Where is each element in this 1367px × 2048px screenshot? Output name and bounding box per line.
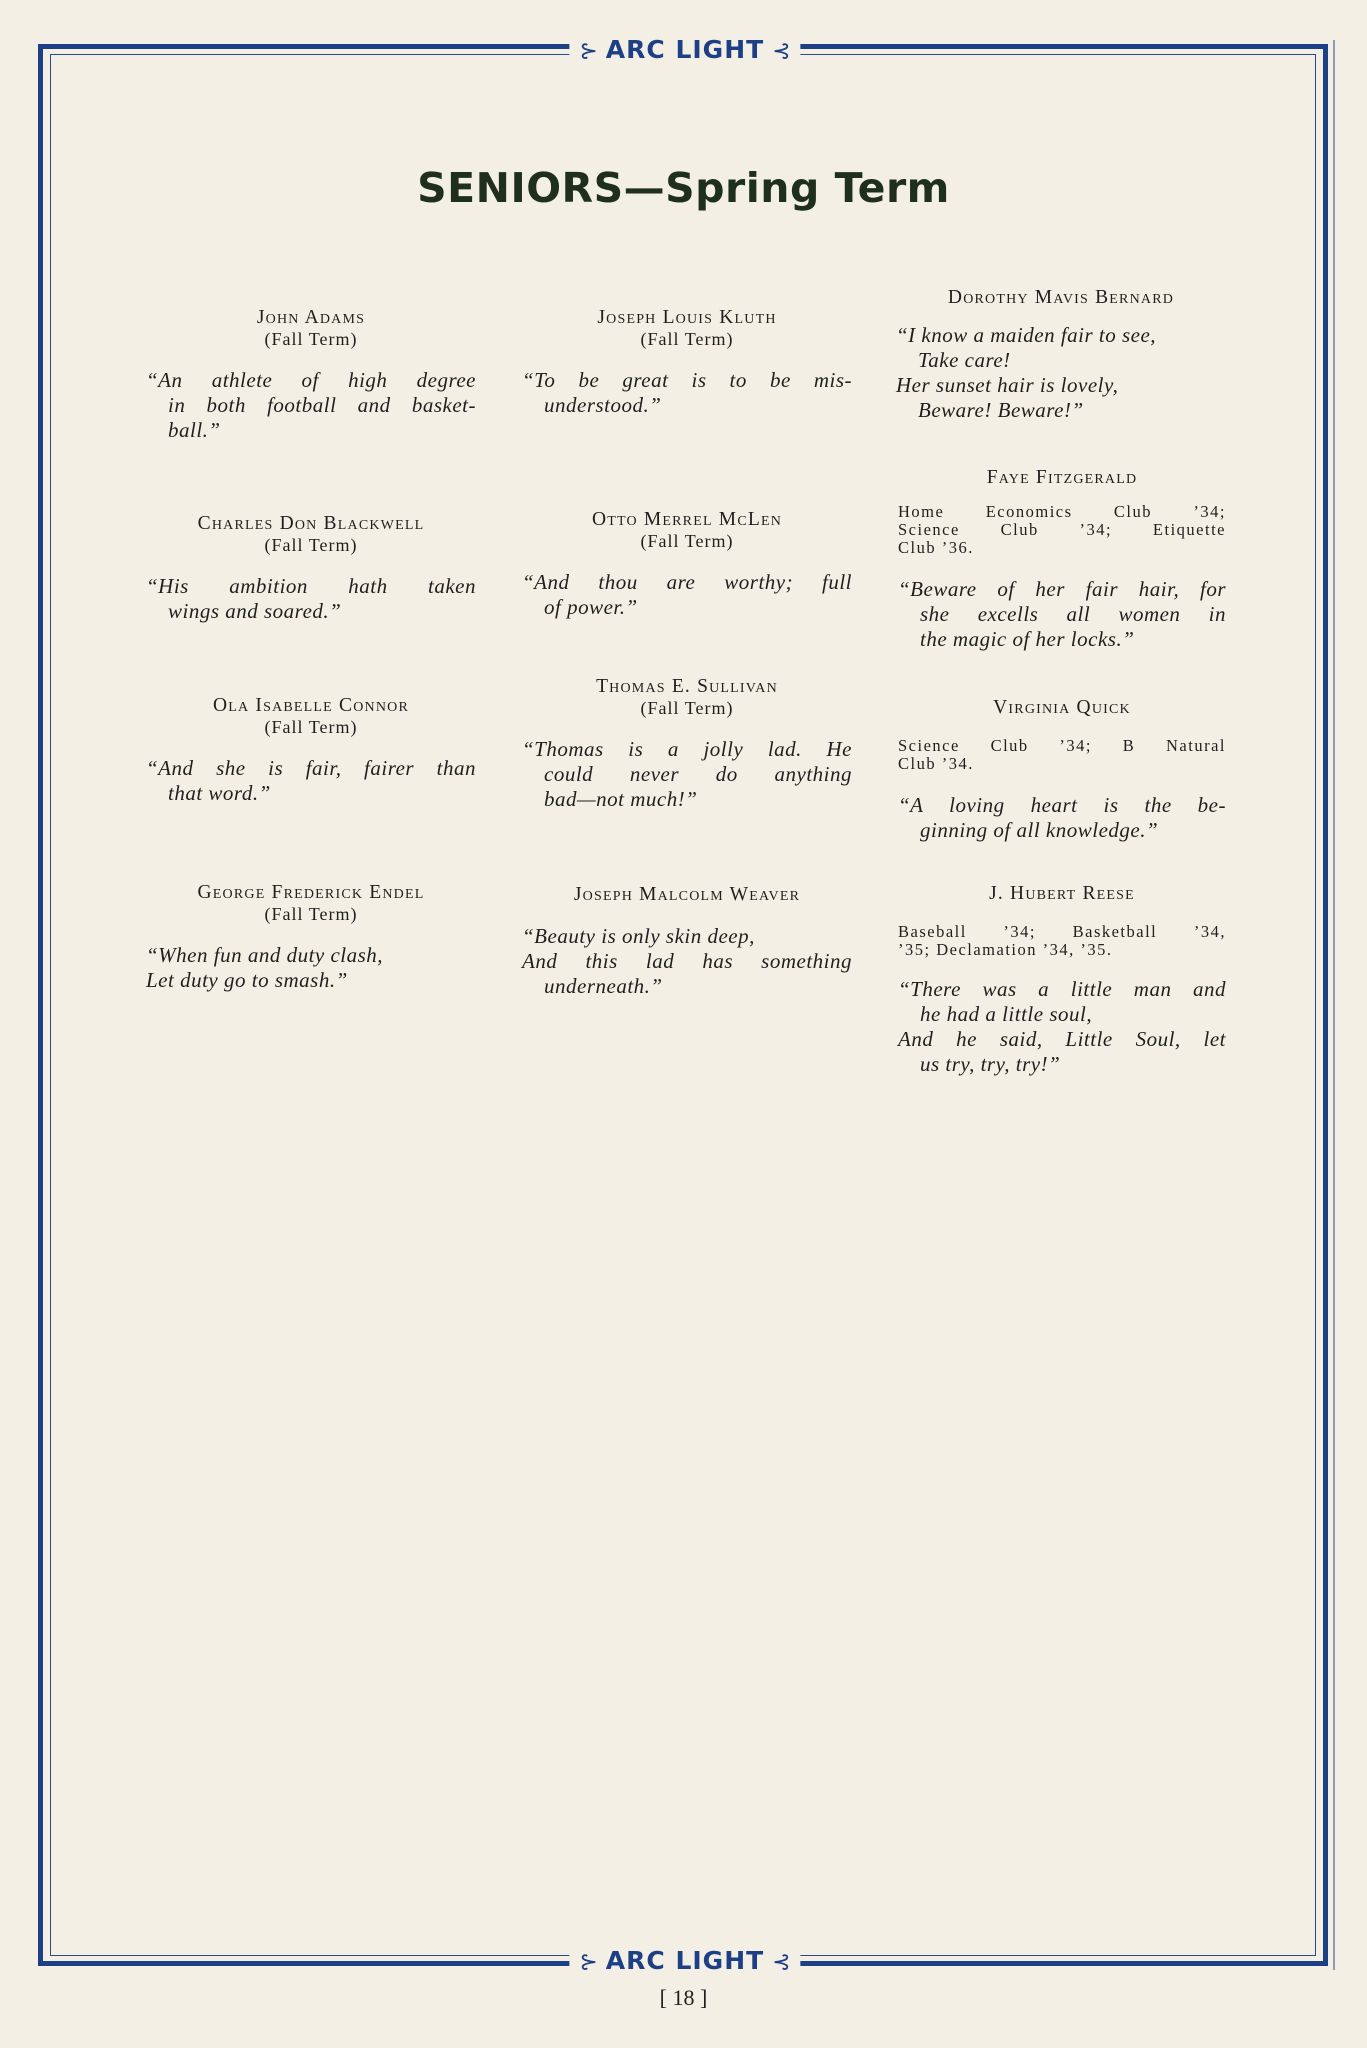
quote-line: in both football and basket- — [168, 393, 476, 417]
activities-line: Science Club ’34; B Natural — [898, 736, 1226, 755]
activities-line: Baseball ’34; Basketball ’34, — [898, 922, 1226, 941]
senior-quote — [896, 323, 1226, 423]
quote-line: Let duty go to smash.” — [146, 968, 348, 992]
quote-line: bad—not much!” — [544, 787, 698, 811]
quote-line: could never do anything — [544, 762, 852, 786]
quote-line: she excells all women in — [920, 602, 1226, 626]
quote-line: “And she is fair, fairer than — [146, 756, 476, 780]
running-header-title: ARC LIGHT — [605, 35, 765, 64]
quote-line: “Beware of her fair hair, for — [898, 577, 1226, 601]
senior-quote — [898, 577, 1226, 652]
senior-quote — [146, 368, 476, 443]
senior-activities — [898, 923, 1226, 959]
senior-name: J. Hubert Reese — [989, 883, 1135, 904]
senior-entry — [898, 883, 1226, 1077]
senior-name: John Adams — [256, 307, 366, 328]
senior-entry — [146, 307, 476, 443]
senior-entry — [522, 509, 852, 620]
quote-line: “Thomas is a jolly lad. He — [522, 737, 852, 761]
quote-line: Beware! Beware!” — [918, 398, 1084, 422]
senior-quote — [522, 368, 852, 418]
senior-name: Joseph Malcolm Weaver — [573, 884, 801, 905]
activities-line: ’35; Declamation ’34, ’35. — [898, 940, 1113, 959]
quote-line: “When fun and duty clash, — [146, 943, 384, 967]
quote-line: the magic of her locks.” — [920, 627, 1135, 651]
page-number: [ 18 ] — [659, 1985, 708, 2010]
quote-line: us try, try, try!” — [920, 1052, 1061, 1076]
senior-quote — [522, 570, 852, 620]
senior-quote — [522, 737, 852, 812]
quote-line: And he said, Little Soul, let — [898, 1027, 1226, 1051]
senior-term: (Fall Term) — [640, 329, 734, 349]
bottom-running-footer — [30, 1941, 1340, 1981]
senior-term: (Fall Term) — [264, 717, 358, 737]
senior-term: (Fall Term) — [264, 904, 358, 924]
senior-activities — [898, 503, 1226, 557]
running-footer-caption — [569, 1941, 800, 1981]
activities-line: Club ’34. — [898, 754, 974, 773]
quote-line: underneath.” — [544, 974, 663, 998]
senior-name: Charles Don Blackwell — [197, 513, 425, 534]
activities-line: Science Club ’34; Etiquette — [898, 520, 1226, 539]
running-header-caption — [569, 30, 800, 70]
quote-line: “Beauty is only skin deep, — [522, 924, 755, 948]
senior-name: Ola Isabelle Connor — [212, 695, 409, 716]
senior-name: Joseph Louis Kluth — [597, 307, 777, 328]
senior-entry — [146, 882, 476, 993]
senior-name: Thomas E. Sullivan — [596, 676, 778, 697]
quote-line: “A loving heart is the be- — [898, 793, 1226, 817]
top-running-header — [30, 30, 1340, 70]
senior-quote — [146, 756, 476, 806]
page-title: SENIORS—Spring Term — [417, 164, 950, 212]
senior-term: (Fall Term) — [264, 329, 358, 349]
quote-line: of power.” — [544, 595, 638, 619]
senior-term: (Fall Term) — [640, 531, 734, 551]
senior-name: Otto Merrel McLen — [591, 509, 783, 530]
quote-line: ginning of all knowledge.” — [920, 818, 1159, 842]
senior-entry — [898, 467, 1226, 652]
quote-line: “To be great is to be mis- — [522, 368, 852, 392]
senior-name: Faye Fitzgerald — [986, 467, 1138, 488]
senior-entry — [146, 695, 476, 806]
senior-name: Dorothy Mavis Bernard — [947, 287, 1175, 308]
ornament-left-icon: ⊱ — [579, 1950, 598, 1975]
quote-line: Her sunset hair is lovely, — [896, 373, 1119, 397]
senior-entry — [146, 513, 476, 624]
senior-entry — [522, 884, 852, 999]
quote-line: he had a little soul, — [920, 1002, 1093, 1026]
senior-quote — [146, 574, 476, 624]
quote-line: “His ambition hath taken — [146, 574, 476, 598]
senior-quote — [146, 943, 476, 993]
activities-line: Home Economics Club ’34; — [898, 502, 1226, 521]
senior-quote — [522, 924, 852, 999]
senior-quote — [898, 977, 1226, 1077]
quote-line: wings and soared.” — [168, 599, 342, 623]
senior-entry — [896, 287, 1226, 423]
quote-line: “And thou are worthy; full — [522, 570, 852, 594]
senior-activities — [898, 737, 1226, 773]
quote-line: “There was a little man and — [898, 977, 1226, 1001]
quote-line: understood.” — [544, 393, 662, 417]
quote-line: ball.” — [168, 418, 221, 442]
senior-term: (Fall Term) — [264, 535, 358, 555]
senior-name: Virginia Quick — [993, 697, 1131, 718]
quote-line: “I know a maiden fair to see, — [896, 323, 1157, 347]
senior-quote — [898, 793, 1226, 843]
quote-line: Take care! — [918, 348, 1011, 372]
right-edge-rule — [1333, 40, 1335, 1970]
running-footer-title: ARC LIGHT — [605, 1946, 765, 1975]
senior-entry — [898, 697, 1226, 843]
activities-line: Club ’36. — [898, 538, 974, 557]
senior-entry — [522, 307, 852, 418]
senior-entry — [522, 676, 852, 812]
ornament-left-icon: ⊱ — [579, 39, 598, 64]
senior-term: (Fall Term) — [640, 698, 734, 718]
quote-line: “An athlete of high degree — [146, 368, 476, 392]
quote-line: that word.” — [168, 781, 271, 805]
senior-name: George Frederick Endel — [197, 882, 425, 903]
ornament-right-icon: ⊰ — [772, 39, 791, 64]
quote-line: And this lad has something — [522, 949, 852, 973]
ornament-right-icon: ⊰ — [772, 1950, 791, 1975]
